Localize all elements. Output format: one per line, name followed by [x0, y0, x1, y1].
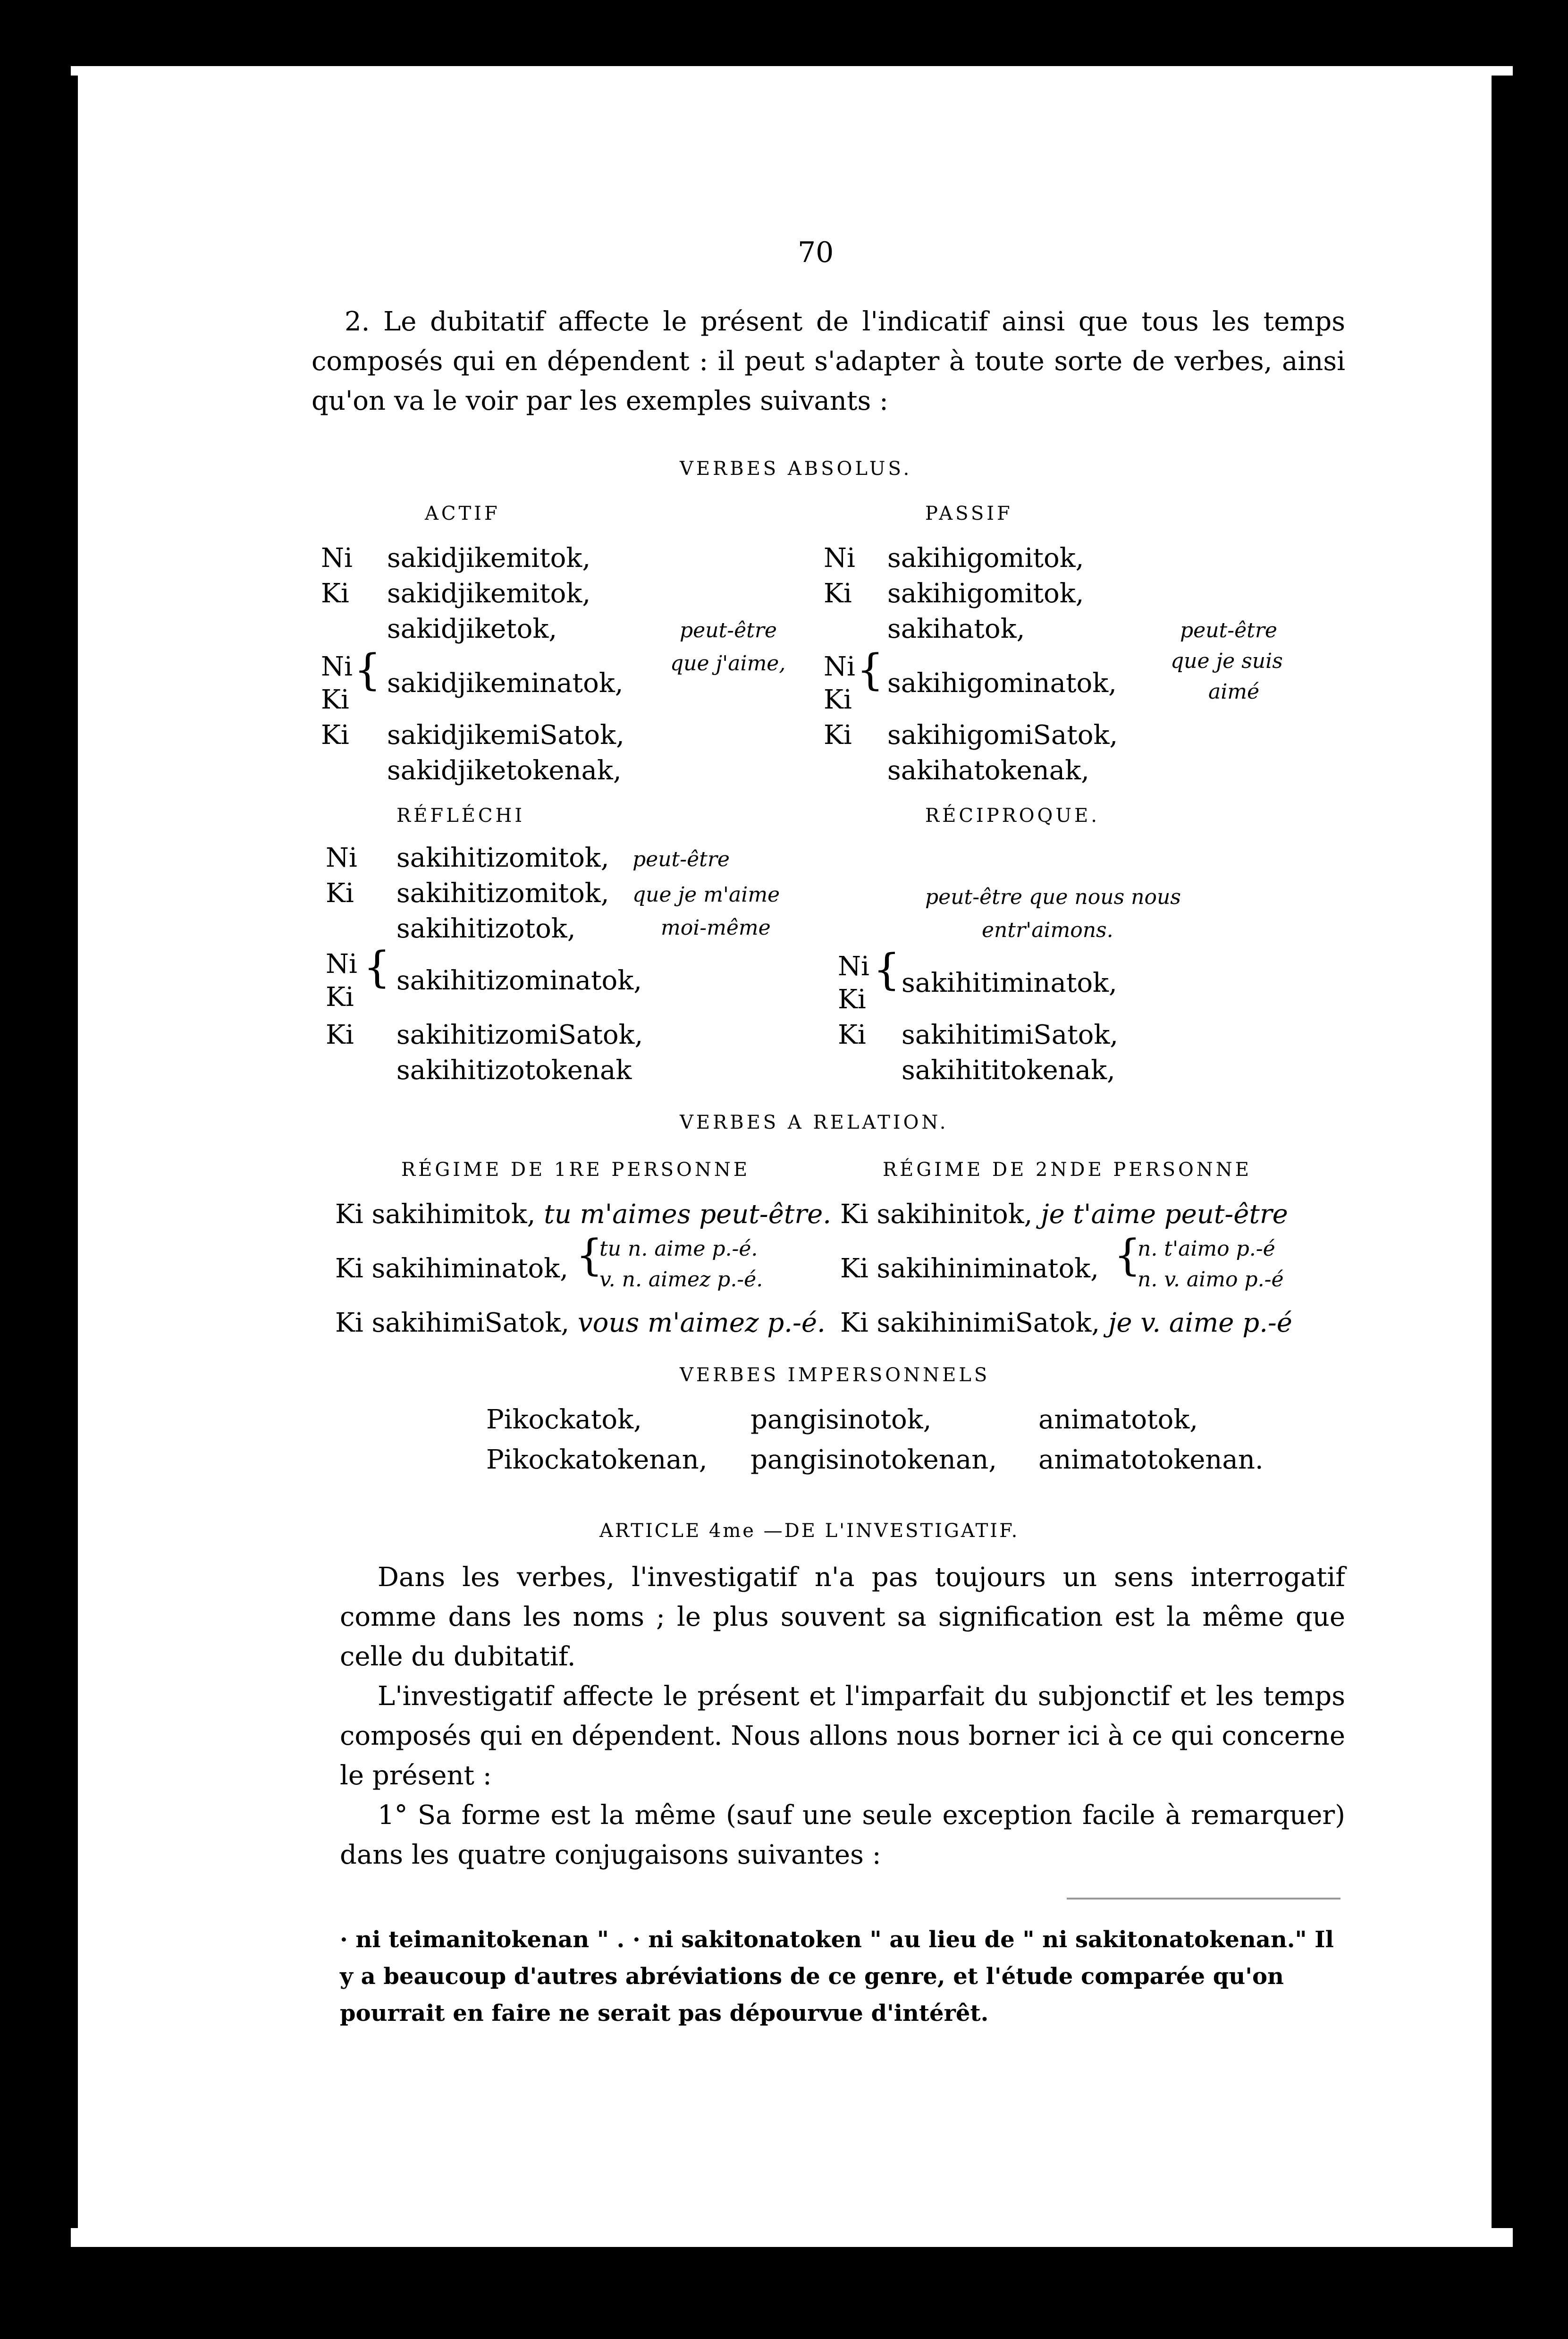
reflechi-form-4: sakihitizominatok,: [396, 965, 642, 996]
actif-form-6: sakidjikemiSatok,: [387, 720, 624, 751]
impersonnel-1-3: animatotok,: [1038, 1404, 1198, 1435]
actif-form-1: sakidjikemitok,: [387, 543, 591, 574]
intro-text: 2. Le dubitatif affecte le présent de l'indicatif ainsi que tous les temps composés qui en dépendent : il peut s'adapter à toute sorte de verbes, ainsi qu'on va le voir par les exemples suivants :: [312, 306, 1345, 416]
reflechi-pron-6: Ki: [326, 1020, 354, 1050]
relation-gloss: tu m'aimes peut-être.: [544, 1199, 832, 1230]
regime-2-heading: RÉGIME DE 2NDE PERSONNE: [883, 1159, 1252, 1181]
right-binding-edge: [1492, 76, 1517, 2228]
heading-reciproque: RÉCIPROQUE.: [925, 805, 1100, 827]
relation-form: Ki sakihimiSatok,: [335, 1308, 570, 1338]
actif-form-7: sakidjiketokenak,: [387, 755, 622, 786]
footnote-rule: [1067, 1898, 1340, 1900]
intro-paragraph: [312, 302, 1345, 421]
brace: {: [354, 645, 381, 695]
brace: {: [857, 645, 884, 695]
passif-pron-5: Ki: [824, 684, 852, 715]
reflechi-pron-2: Ki: [326, 878, 354, 909]
section-title-absolus: VERBES ABSOLUS.: [680, 458, 912, 480]
actif-pron-2: Ki: [321, 578, 349, 609]
passif-form-1: sakihigomitok,: [887, 543, 1084, 574]
passif-form-6: sakihigomiSatok,: [887, 720, 1118, 751]
brace: {: [576, 1231, 603, 1280]
relation-form: Ki sakihinimiSatok,: [840, 1308, 1100, 1338]
actif-pron-5: Ki: [321, 684, 349, 715]
heading-passif: PASSIF: [925, 503, 1013, 524]
footnote: · ni teimanitokenan " . · ni sakitonatoken " au lieu de " ni sakitonatokenan." Il y a beaucoup d'autres abréviations de ce genre, et l'étude comparée qu'on pourrait en faire ne serait pas dépourvue d'intérêt.: [340, 1926, 1334, 2027]
passif-pron-1: Ni: [824, 543, 855, 574]
section-title-impersonnels: VERBES IMPERSONNELS: [680, 1364, 990, 1386]
brace: {: [873, 945, 901, 995]
actif-form-4: sakidjikeminatok,: [387, 668, 624, 699]
relation-gloss-2d: n. v. aimo p.-é: [1138, 1267, 1284, 1292]
relation-gloss-2a: tu n. aime p.-é.: [599, 1237, 758, 1261]
passif-form-3: sakihatok,: [887, 614, 1025, 644]
passif-pron-6: Ki: [824, 720, 852, 751]
passif-pron-2: Ki: [824, 578, 852, 609]
pron: Ni: [321, 543, 353, 574]
passif-gloss-2: que je suis: [1171, 649, 1283, 673]
reciproque-form-3: sakihitimiSatok,: [902, 1020, 1119, 1050]
reflechi-pron-4: Ni: [326, 949, 357, 980]
brace: {: [1114, 1231, 1141, 1280]
passif-pron-4: Ni: [824, 651, 855, 682]
reciproque-form-1: sakihitiminatok,: [902, 968, 1117, 998]
reflechi-form-3: sakihitizotok,: [396, 913, 576, 944]
article-body: [340, 1558, 1345, 1875]
actif-pron-6: Ki: [321, 720, 349, 751]
actif-gloss-1: peut-être: [680, 618, 777, 642]
heading-reflechi: RÉFLÉCHI: [396, 805, 525, 827]
section-title-relation: VERBES A RELATION.: [680, 1112, 949, 1133]
brace: {: [363, 943, 391, 992]
actif-gloss-2: que j'aime,: [670, 651, 786, 676]
passif-gloss-3: aimé: [1208, 680, 1260, 704]
reflechi-form-6: sakihitizomiSatok,: [396, 1020, 643, 1050]
relation-gloss-2b: v. n. aimez p.-é.: [599, 1267, 763, 1292]
left-binding-edge: [52, 76, 78, 2228]
heading-actif: ACTIF: [425, 503, 500, 524]
relation-row-2-left: Ki sakihiminatok,: [335, 1253, 568, 1284]
reflechi-pron-5: Ki: [326, 982, 354, 1013]
relation-gloss: je v. aime p.-é: [1108, 1308, 1292, 1338]
relation-row-2-right: Ki sakihiniminatok,: [840, 1253, 1099, 1284]
reciproque-gloss-2: entr'aimons.: [982, 918, 1113, 942]
regime-1-heading: RÉGIME DE 1RE PERSONNE: [401, 1159, 750, 1181]
reflechi-pron-1: Ni: [326, 843, 357, 873]
passif-gloss-1: peut-être: [1180, 618, 1277, 642]
relation-row-1-right: [840, 1199, 1288, 1230]
article-title: ARTICLE 4me —DE L'INVESTIGATIF.: [599, 1520, 1020, 1542]
relation-row-3-right: [840, 1308, 1292, 1338]
reciproque-pron-3: Ki: [838, 1020, 866, 1050]
passif-form-2: sakihigomitok,: [887, 578, 1084, 609]
actif-form-3: sakidjiketok,: [387, 614, 557, 644]
reflechi-gloss-2: que je m'aime: [632, 883, 780, 907]
article-paragraph-1: Dans les verbes, l'investigatif n'a pas toujours un sens interrogatif comme dans les noms ; le plus souvent sa signification est la même que celle du dubitatif.: [340, 1562, 1345, 1672]
actif-pron-4: Ni: [321, 651, 353, 682]
article-paragraph-3: 1° Sa forme est la même (sauf une seule exception facile à remarquer) dans les quatre conjugaisons suivantes :: [340, 1800, 1345, 1870]
impersonnel-2-3: animatotokenan.: [1038, 1444, 1264, 1475]
reflechi-form-1: sakihitizomitok,: [396, 843, 609, 873]
impersonnel-1-2: pangisinotok,: [750, 1404, 932, 1435]
reflechi-form-2: sakihitizomitok,: [396, 878, 609, 909]
actif-form-2: sakidjikemitok,: [387, 578, 591, 609]
relation-gloss: vous m'aimez p.-é.: [578, 1308, 826, 1338]
page-number: 70: [798, 236, 834, 269]
reflechi-gloss-1: peut-être: [632, 847, 730, 871]
passif-form-7: sakihatokenak,: [887, 755, 1089, 786]
relation-gloss-2c: n. t'aimo p.-é: [1138, 1237, 1275, 1261]
reciproque-form-4: sakihititokenak,: [902, 1055, 1115, 1086]
reflechi-gloss-3: moi-même: [661, 916, 771, 940]
article-paragraph-2: L'investigatif affecte le présent et l'imparfait du subjonctif et les temps composés qui en dépendent. Nous allons nous borner ici à ce qui concerne le présent :: [340, 1681, 1345, 1791]
reciproque-gloss-1: peut-être que nous nous: [925, 885, 1181, 909]
impersonnel-2-1: Pikockatokenan,: [486, 1444, 708, 1475]
relation-form: Ki sakihinitok,: [840, 1199, 1033, 1230]
relation-row-1-left: [335, 1199, 831, 1230]
relation-form: Ki sakihimitok,: [335, 1199, 536, 1230]
reciproque-pron-1: Ni: [838, 951, 869, 982]
passif-form-4: sakihigominatok,: [887, 668, 1117, 699]
reflechi-form-7: sakihitizotokenak: [396, 1055, 632, 1086]
impersonnel-1-1: Pikockatok,: [486, 1404, 642, 1435]
impersonnel-2-2: pangisinotokenan,: [750, 1444, 997, 1475]
actif-row-1: [321, 543, 353, 574]
relation-row-3-left: [335, 1308, 826, 1338]
relation-gloss: je t'aime peut-être: [1041, 1199, 1288, 1230]
reciproque-pron-2: Ki: [838, 984, 866, 1015]
